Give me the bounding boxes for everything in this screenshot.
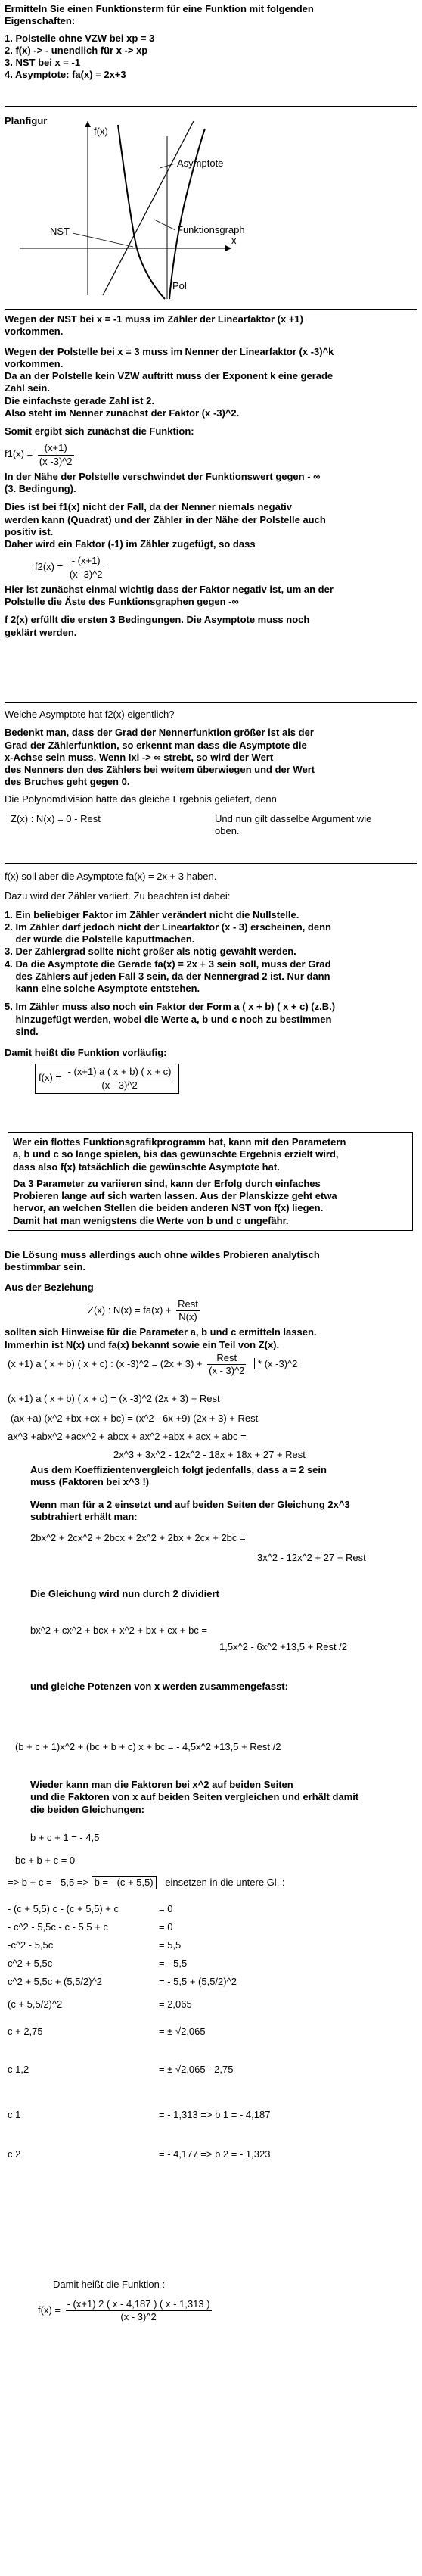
step-rhs: = 0 — [159, 1903, 173, 1914]
text-line: f 2(x) erfüllt die ersten 3 Bedingungen. Die Asymptote muss noch — [5, 614, 310, 626]
condition-4: 4. Asymptote: fa(x) = 2x+3 — [5, 69, 126, 81]
formula-denominator: N(x) — [176, 1310, 200, 1323]
text-line: Damit heißt die Funktion vorläufig: — [5, 1047, 167, 1058]
rule-item: 3. Der Zählergrad sollte nicht größer als nötig gewählt werden. — [5, 945, 296, 958]
equation-5: 2x^3 + 3x^2 - 12x^2 - 18x + 18x + 27 + Rest — [113, 1449, 306, 1460]
graph-right-branch — [169, 129, 205, 299]
text-line: Aus dem Koeffizientenvergleich folgt jedenfalls, dass a = 2 sein — [30, 1464, 327, 1475]
divider — [5, 702, 417, 703]
graph-left-branch — [118, 125, 165, 299]
text-line: Grad der Zählerfunktion, so erkennt man dass die Asymptote die — [5, 739, 307, 751]
step-rhs: = - 5,5 + (5,5/2)^2 — [159, 1976, 237, 1987]
sketch-svg — [5, 114, 417, 303]
formula-lhs: f2(x) = — [35, 561, 64, 573]
text-line: Da an der Polstelle kein VZW auftritt muss der Exponent k eine gerade — [5, 370, 334, 382]
step-rhs: = - 4,177 => b 2 = - 1,323 — [159, 2148, 271, 2160]
system-eq-3 — [8, 1876, 285, 1889]
formula-denominator: (x - 3)^2 — [66, 2310, 212, 2323]
text-line: Dies ist bei f1(x) nicht der Fall, da der Nenner niemals negativ — [5, 501, 292, 513]
coeff-text — [30, 1464, 408, 1489]
final-intro: Damit heißt die Funktion : — [53, 2279, 166, 2290]
info-line: Probieren lange auf sich warten lassen. Aus der Planskizze geht etwa — [13, 1190, 337, 1201]
formula-f1 — [5, 442, 417, 468]
step-lhs: c^2 + 5,5c + (5,5/2)^2 — [8, 1976, 102, 1987]
rule-item: 1. Ein beliebiger Faktor im Zähler verändert nicht die Nullstelle. — [5, 908, 299, 920]
text-line: Dazu wird der Zähler variiert. Zu beachten ist dabei: — [5, 890, 231, 902]
equation-4: ax^3 +abx^2 +acx^2 + abcx + ax^2 +abx + acx + abc = — [8, 1431, 247, 1442]
info-box — [8, 1132, 413, 1231]
equation-6: 2bx^2 + 2cx^2 + 2bcx + 2x^2 + 2bx + 2cx + 2bc = — [30, 1532, 246, 1543]
system-eq-3-post: einsetzen in die untere Gl. : — [165, 1877, 285, 1888]
text-line: Bedenkt man, dass der Grad der Nennerfunktion größer ist als der — [5, 727, 314, 739]
task-intro-line: Eigenschaften: — [5, 15, 76, 27]
text-line: (3. Bedingung). — [5, 483, 76, 494]
condition-1: 1. Polstelle ohne VZW bei xp = 3 — [5, 32, 155, 44]
formula-denominator: (x - 3)^2 — [67, 1079, 173, 1092]
asymptote-line — [103, 121, 194, 295]
step-rhs: = - 5,5 — [159, 1958, 188, 1969]
text-line: vorkommen. — [5, 357, 64, 369]
text-line: und die Faktoren von x auf beiden Seiten vergleichen und erhält damit — [30, 1791, 359, 1803]
step-lhs: (c + 5,5/2)^2 — [8, 1998, 63, 2010]
formula-numerator: - (x+1) a ( x + b) ( x + c) — [67, 1066, 172, 1078]
text-line: Aus der Beziehung — [5, 1281, 94, 1293]
text-line: Immerhin ist N(x) und fa(x) bekannt sowie ein Teil von Z(x). — [5, 1338, 280, 1350]
text-line: Und nun gilt dasselbe Argument wie — [215, 812, 372, 824]
text-line: des Nenners den des Zählers bei weitem überwiegen und der Wert — [5, 764, 315, 775]
task-intro-line: Ermitteln Sie einen Funktionsterm für eine Funktion mit folgenden — [5, 3, 314, 14]
equation-lhs: (x +1) a ( x + b) ( x + c) : (x -3)^2 = (2x + 3) + — [8, 1358, 203, 1370]
nst-label: NST — [50, 226, 70, 237]
text-line: Wenn man für a 2 einsetzt und auf beiden Seiten der Gleichung 2x^3 — [30, 1499, 350, 1510]
system-eq-3-pre: => b + c = - 5,5 => — [8, 1877, 88, 1888]
divider — [5, 863, 417, 864]
text-line: Polstelle die Äste des Funktionsgraphen gegen -∞ — [5, 596, 239, 607]
step-lhs: c 1,2 — [8, 2064, 29, 2075]
pol-label: Pol — [172, 280, 187, 291]
formula-numerator: (x+1) — [44, 442, 67, 454]
text-line: bestimmbar sein. — [5, 1261, 85, 1273]
formula-fx — [35, 1064, 417, 1094]
rule-item: 4. Da die Asymptote die Gerade fa(x) = 2x + 3 sein soll, muss der Grad — [5, 958, 331, 970]
text-line: Somit ergibt sich zunächst die Funktion: — [5, 425, 194, 437]
graph-pointer — [154, 220, 175, 230]
rule-item: hinzugefügt werden, wobei die Werte a, b und c noch zu bestimmen — [5, 1013, 332, 1025]
relation-formula — [88, 1298, 417, 1324]
step-rhs: = 2,065 — [159, 1998, 192, 2010]
x-axis-label: x — [231, 235, 237, 246]
rule-item: 5. Im Zähler muss also noch ein Faktor der Form a ( x + b) ( x + c) (z.B.) — [5, 1001, 336, 1013]
system-eq-1: b + c + 1 = - 4,5 — [30, 1832, 100, 1843]
formula-lhs: Z(x) : N(x) = fa(x) + — [88, 1304, 172, 1316]
text-line: geklärt werden. — [5, 626, 77, 638]
text-line: Wieder kann man die Faktoren bei x^2 auf beiden Seiten — [30, 1779, 293, 1790]
equation-8: bx^2 + cx^2 + bcx + x^2 + bx + cx + bc = — [30, 1624, 208, 1636]
info-line: hervor, an welchen Stellen die beiden anderen NST von f(x) liegen. — [13, 1202, 324, 1214]
text-line: Die Polynomdivision hätte das gleiche Ergebnis geliefert, denn — [5, 793, 277, 805]
system-eq-2: bc + b + c = 0 — [15, 1855, 76, 1866]
rule-item: sind. — [5, 1025, 39, 1037]
formula-numerator: - (x+1) 2 ( x - 4,187 ) ( x - 1,313 ) — [67, 2298, 210, 2310]
info-line: Damit hat man wenigstens die Werte von b und c ungefähr. — [13, 1214, 289, 1226]
info-line: a, b und c so lange spielen, bis das gewünschte Ergebnis erzielt wird, — [13, 1148, 339, 1160]
y-axis-arrow-icon — [85, 121, 91, 127]
section-analysis — [5, 1249, 417, 1351]
equation-3: (ax +a) (x^2 +bx +cx + bc) = (x^2 - 6x +9) (2x + 3) + Rest — [11, 1413, 259, 1424]
text-line: Also steht im Nenner zunächst der Faktor (x -3)^2. — [5, 406, 240, 419]
equation-1 — [8, 1352, 297, 1378]
formula-numerator: Rest — [178, 1297, 198, 1310]
rule-item: kann eine solche Asymptote entstehen. — [5, 983, 200, 994]
step-rhs: = 5,5 — [159, 1939, 182, 1951]
text-line: positiv ist. — [5, 525, 54, 537]
subtract-text — [30, 1499, 408, 1524]
condition-2: 2. f(x) -> - unendlich für x -> xp — [5, 44, 148, 56]
rule-item: der würde die Polstelle kaputtmachen. — [5, 933, 195, 945]
formula-denominator: (x -3)^2 — [69, 568, 103, 580]
divide-text: Die Gleichung wird nun durch 2 dividiert — [30, 1588, 219, 1599]
equation-multiplier: * (x -3)^2 — [254, 1358, 297, 1369]
step-lhs: c^2 + 5,5c — [8, 1958, 53, 1969]
text-line: muss (Faktoren bei x^3 !) — [30, 1476, 150, 1488]
equation-2: (x +1) a ( x + b) ( x + c) = (x -3)^2 (2x + 3) + Rest — [8, 1393, 220, 1404]
collect-text: und gleiche Potenzen von x werden zusammengefasst: — [30, 1680, 288, 1692]
text-line: Die Lösung muss allerdings auch ohne wildes Probieren analytisch — [5, 1249, 320, 1260]
info-line: dass also f(x) tatsächlich die gewünschte Asymptote hat. — [13, 1160, 280, 1173]
rule-item: 2. Im Zähler darf jedoch nicht der Linearfaktor (x - 3) erscheinen, denn — [5, 920, 331, 933]
step-lhs: - c^2 - 5,5c - c - 5,5 + c — [8, 1921, 108, 1933]
text-line: In der Nähe der Polstelle verschwindet der Funktionswert gegen - ∞ — [5, 470, 321, 482]
text-line: x-Achse sein muss. Wenn Ixl -> ∞ strebt, so wird der Wert — [5, 751, 274, 763]
formula-f2 — [35, 555, 417, 581]
formula-denominator: (x -3)^2 — [39, 455, 73, 467]
text-line: oben. — [215, 825, 240, 836]
section-derivation — [5, 313, 417, 639]
formula-lhs: f(x) = — [39, 1072, 61, 1084]
equation-10: (b + c + 1)x^2 + (bc + b + c) x + bc = - 4,5x^2 +13,5 + Rest /2 — [15, 1741, 281, 1752]
zn-comment — [215, 813, 371, 838]
text-line: Die einfachste gerade Zahl ist 2. — [5, 394, 154, 406]
text-line: Daher wird ein Faktor (-1) im Zähler zugefügt, so dass — [5, 538, 256, 550]
x-axis-arrow-icon — [225, 245, 231, 251]
text-line: sollten sich Hinweise für die Parameter a, b und c ermitteln lassen. — [5, 1326, 317, 1338]
condition-3: 3. NST bei x = -1 — [5, 57, 81, 68]
formula-numerator: Rest — [216, 1352, 237, 1363]
zn-formula: Z(x) : N(x) = 0 - Rest — [11, 812, 101, 824]
formula-lhs: f(x) = — [38, 2304, 61, 2316]
asymptote-label: Asymptote — [177, 157, 224, 169]
boxed-result: b = - (c + 5,5) — [92, 1876, 157, 1889]
step-lhs: - (c + 5,5) c - (c + 5,5) + c — [8, 1903, 119, 1914]
divider — [5, 309, 417, 310]
equation-9: 1,5x^2 - 6x^2 +13,5 + Rest /2 — [219, 1641, 348, 1652]
text-line: f(x) soll aber die Asymptote fa(x) = 2x + 3 haben. — [5, 871, 217, 882]
step-rhs: = ± √2,065 - 2,75 — [159, 2064, 234, 2075]
text-line: Hier ist zunächst einmal wichtig dass der Faktor negativ ist, um an der — [5, 583, 334, 595]
compare-text — [30, 1779, 416, 1816]
formula-denominator: (x - 3)^2 — [209, 1365, 245, 1377]
y-axis-label: f(x) — [94, 126, 108, 137]
step-lhs: c 2 — [8, 2148, 21, 2160]
step-lhs: c + 2,75 — [8, 2026, 43, 2037]
graph-label: Funktionsgraph — [177, 224, 245, 235]
formula-box — [35, 1064, 179, 1094]
text-line: des Bruches geht gegen 0. — [5, 776, 130, 788]
text-line: Zahl sein. — [5, 382, 50, 394]
formula-numerator: - (x+1) — [71, 555, 101, 567]
info-line: Da 3 Parameter zu variieren sind, kann der Erfolg durch einfaches — [13, 1177, 321, 1189]
rules-list — [5, 909, 417, 1039]
text-line: Wegen der NST bei x = -1 muss im Zähler der Linearfaktor (x +1) — [5, 313, 303, 325]
step-lhs: -c^2 - 5,5c — [8, 1939, 54, 1951]
zn-row — [5, 813, 417, 838]
text-line: werden kann (Quadrat) und der Zähler in der Nähe der Polstelle auch — [5, 513, 326, 525]
info-line: Wer ein flottes Funktionsgrafikprogramm hat, kann mit den Parametern — [13, 1136, 346, 1148]
section-variation — [5, 871, 417, 1094]
text-line: Wegen der Polstelle bei x = 3 muss im Nenner der Linearfaktor (x -3)^k — [5, 345, 334, 357]
equation-7: 3x^2 - 12x^2 + 27 + Rest — [257, 1552, 366, 1563]
sketch-title: Planfigur — [5, 115, 48, 126]
rule-item: des Zählers auf jeden Fall 3 sein, da der Nennergrad 2 ist. Nur dann — [5, 970, 330, 982]
nst-pointer — [73, 233, 133, 247]
task-intro — [5, 3, 417, 82]
divider — [5, 106, 417, 107]
text-line: die beiden Gleichungen: — [30, 1803, 144, 1815]
plan-sketch — [5, 114, 417, 303]
text-line: vorkommen. — [5, 326, 64, 338]
step-rhs: = 0 — [159, 1921, 173, 1933]
formula-lhs: f1(x) = — [5, 448, 33, 460]
text-line: subtrahiert erhält man: — [30, 1511, 138, 1523]
step-rhs: = ± √2,065 — [159, 2026, 206, 2037]
section-asymptote — [5, 709, 417, 837]
question-line: Welche Asymptote hat f2(x) eigentlich? — [5, 709, 175, 720]
step-rhs: = - 1,313 => b 1 = - 4,187 — [159, 2109, 271, 2120]
final-formula — [38, 2298, 214, 2324]
step-lhs: c 1 — [8, 2109, 21, 2120]
